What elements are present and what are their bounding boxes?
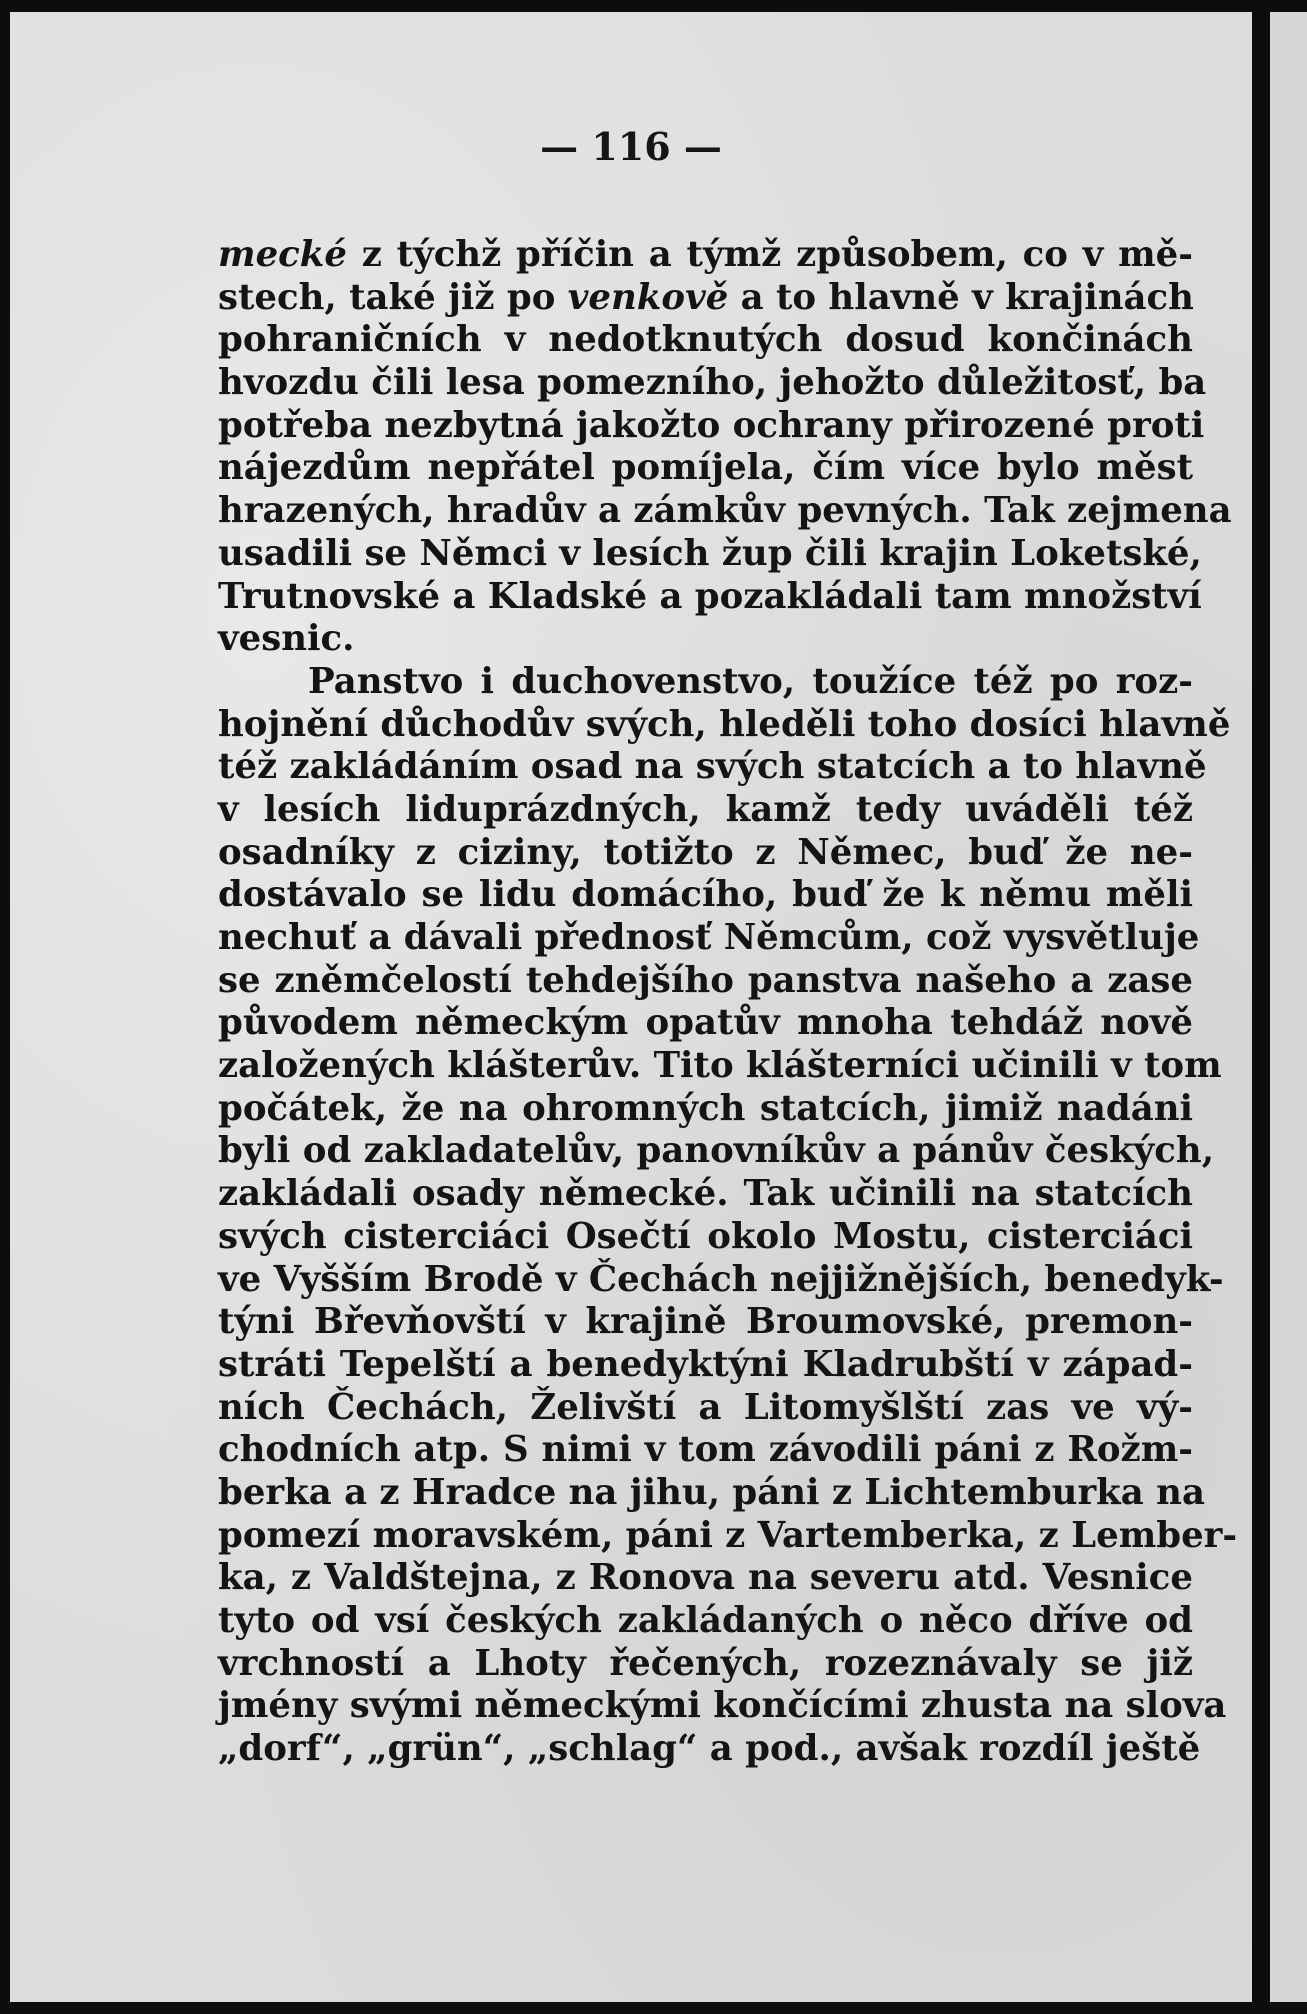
text-line xyxy=(218,960,1193,1003)
text-line xyxy=(218,1471,1205,1515)
text-segment: byli od zakladatelův, panovníkův a pánův českých, xyxy=(218,1130,1215,1172)
text-line xyxy=(218,1258,1224,1302)
text-segment: hvozdu čili lesa pomezního, jehožto důležitosť, ba xyxy=(218,362,1207,404)
text-segment: a to hlavně v krajinách xyxy=(728,276,1194,318)
text-line xyxy=(218,832,1193,875)
adjacent-page-edge xyxy=(1270,12,1307,2002)
text-line xyxy=(218,1173,1193,1216)
text-line xyxy=(218,1002,1193,1045)
text-segment: ních Čechách, Želivští a Litomyšlští zas ve vý- xyxy=(218,1386,1193,1428)
text-segment: ve Vyšším Brodě v Čechách nejjižnějších, benedyk- xyxy=(218,1258,1224,1300)
text-line xyxy=(218,404,1205,448)
text-segment: potřeba nezbytná jakožto ochrany přirozené proti xyxy=(218,404,1205,446)
text-segment: počátek, že na ohromných statcích, jimiž nadáni xyxy=(218,1087,1193,1129)
text-line xyxy=(218,447,1193,490)
text-line xyxy=(218,917,1200,960)
text-line xyxy=(218,1301,1193,1344)
text-line xyxy=(218,1216,1193,1259)
text-segment: stráti Tepelští a benedyktýni Kladrubští v západ- xyxy=(218,1343,1193,1385)
text-line xyxy=(218,1088,1193,1131)
text-line xyxy=(218,490,1232,533)
text-segment: týni Břevňovští v krajině Broumovské, premon- xyxy=(218,1301,1193,1343)
text-line xyxy=(218,1600,1193,1643)
book-page xyxy=(10,12,1252,2002)
text-segment: nájezdům nepřátel pomíjela, čím více bylo měst xyxy=(218,447,1193,489)
text-line xyxy=(218,661,1193,704)
text-line xyxy=(218,1685,1227,1728)
text-segment: nechuť a dávali přednosť Němcům, což vysvětluje xyxy=(218,917,1200,958)
text-segment: z týchž příčin a týmž způsobem, co v mě- xyxy=(346,234,1193,275)
text-line xyxy=(218,789,1193,832)
text-segment: Panstvo i duchovenstvo, toužíce též po roz- xyxy=(308,660,1193,702)
text-line xyxy=(218,575,1202,619)
text-segment: Trutnovské a Kladské a pozakládali tam množství xyxy=(218,575,1202,617)
text-segment: berka a z Hradce na jihu, páni z Lichtemburka na xyxy=(218,1471,1205,1513)
text-segment: vrchností a Lhoty řečených, rozeznávaly se již xyxy=(218,1642,1193,1684)
text-segment: hojnění důchodův svých, hleděli toho dosíci hlavně xyxy=(218,703,1231,745)
text-segment: původem německým opatův mnoha tehdáž nově xyxy=(218,1002,1193,1044)
text-line xyxy=(218,1429,1193,1472)
text-segment: zakládali osady německé. Tak učinili na statcích xyxy=(218,1173,1193,1215)
text-segment: usadili se Němci v lesích žup čili krajin Loketské, xyxy=(218,532,1202,574)
text-line xyxy=(218,746,1207,789)
text-segment: založených klášterův. Tito klášterníci učinili v tom xyxy=(218,1045,1222,1087)
text-segment: pomezí moravském, páni z Vartemberka, z Lember- xyxy=(218,1514,1238,1556)
text-segment: vesnic. xyxy=(218,618,355,660)
text-segment: stech, také již po xyxy=(218,276,568,318)
text-segment: též zakládáním osad na svých statcích a to hlavně xyxy=(218,746,1207,788)
text-line xyxy=(218,1045,1222,1088)
text-line xyxy=(218,1557,1193,1600)
text-line xyxy=(218,319,1193,362)
emphasized-word: venkově xyxy=(567,276,729,318)
text-line xyxy=(218,362,1207,405)
text-segment: „dorf“, „grün“, „schlag“ a pod., avšak rozdíl ještě xyxy=(218,1728,1201,1770)
text-line xyxy=(218,532,1202,576)
text-segment: v lesích liduprázdných, kamž tedy uváděli též xyxy=(218,788,1193,830)
text-line xyxy=(218,234,1193,277)
page-number: — 116 — xyxy=(540,124,722,169)
text-line xyxy=(218,1514,1238,1558)
text-line xyxy=(218,1387,1193,1430)
emphasized-word: mecké xyxy=(218,234,347,275)
text-segment: osadníky z ciziny, totižto z Němec, buď že ne- xyxy=(218,831,1193,873)
text-line xyxy=(218,277,1193,320)
text-line xyxy=(218,874,1193,917)
text-line xyxy=(218,1344,1193,1387)
text-segment: pohraničních v nedotknutých dosud končinách xyxy=(218,319,1193,361)
text-segment: svých cisterciáci Osečtí okolo Mostu, cisterciáci xyxy=(218,1215,1193,1257)
text-segment: dostávalo se lidu domácího, buď že k němu měli xyxy=(218,874,1193,916)
text-segment: ka, z Valdštejna, z Ronova na severu atd. Vesnice xyxy=(218,1557,1193,1599)
text-segment: chodních atp. S nimi v tom závodili páni z Rožm- xyxy=(218,1429,1193,1471)
body-text xyxy=(218,234,1238,1771)
text-segment: tyto od vsí českých zakládaných o něco dříve od xyxy=(218,1600,1193,1641)
text-line xyxy=(218,618,1193,661)
text-line xyxy=(218,1643,1193,1686)
text-line xyxy=(218,1728,1201,1771)
text-segment: hrazených, hradův a zámkův pevných. Tak zejmena xyxy=(218,490,1232,532)
text-segment: jmény svými německými končícími zhusta na slova xyxy=(218,1685,1227,1727)
text-segment: se zněmčelostí tehdejšího panstva našeho a zase xyxy=(218,959,1193,1001)
text-line xyxy=(218,703,1231,747)
text-line xyxy=(218,1130,1215,1173)
